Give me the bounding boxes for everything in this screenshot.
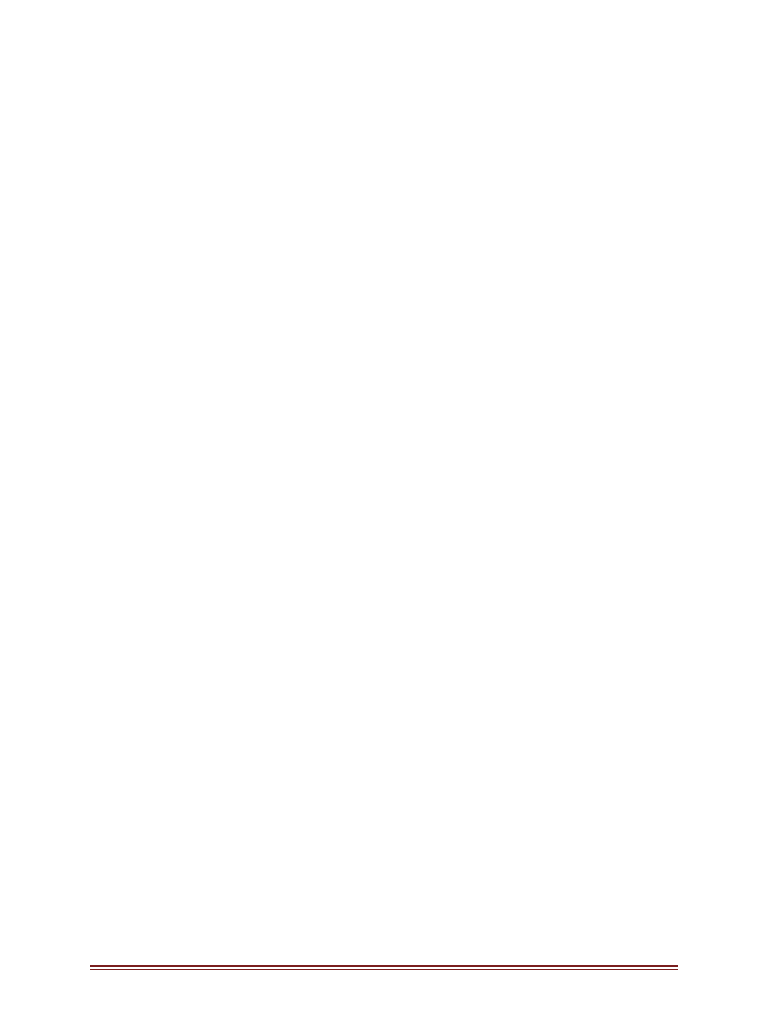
footer-rule: [90, 965, 678, 967]
footer-rule-thin: [90, 969, 678, 970]
